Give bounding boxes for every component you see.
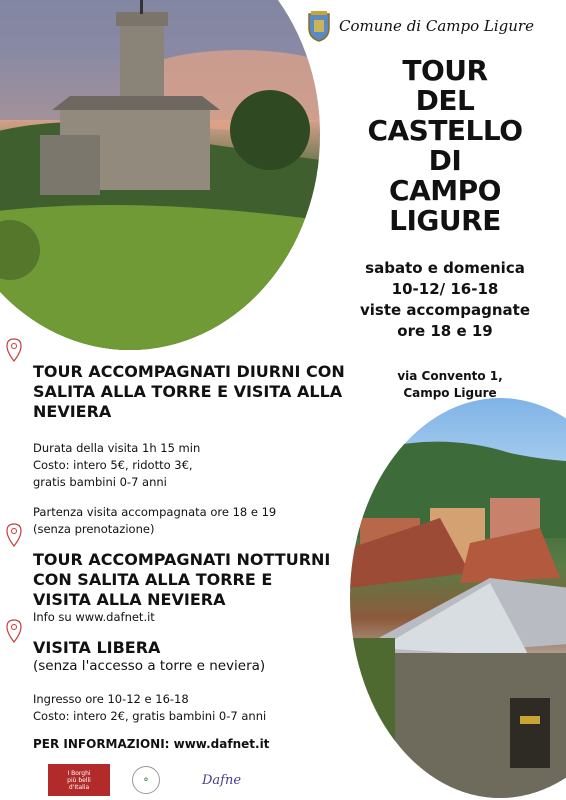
borghi-line: più belli [67,776,91,784]
seal-icon: ✿ [132,766,160,794]
dafne-label: Dafne [202,772,242,788]
heading-line: VISITA ALLA NEVIERA [33,590,226,609]
village-photo [350,398,566,798]
detail-line: Costo: intero 5€, ridotto 3€, [33,458,193,472]
heading-line: TOUR ACCOMPAGNATI DIURNI CON [33,362,345,381]
contact-line: PER INFORMAZIONI: www.dafnet.it [33,737,270,751]
detail-line: gratis bambini 0-7 anni [33,475,167,489]
heading-line: VISITA LIBERA [33,638,161,657]
detail-line: Durata della visita 1h 15 min [33,441,201,455]
section-heading-night-tours [33,550,330,610]
heading-line: SALITA ALLA TORRE E VISITA ALLA [33,382,343,401]
title-line: CAMPO [389,174,501,207]
detail-line: Ingresso ore 10-12 e 16-18 [33,692,189,706]
castle-photo [0,0,320,350]
section-extra-day-tours [33,504,276,538]
address-line: Campo Ligure [403,386,497,400]
section-heading-day-tours [33,362,345,422]
detail-line: Costo: intero 2€, gratis bambini 0-7 anni [33,709,267,723]
section-details-night-tours [33,609,155,626]
title-line: DEL [415,84,475,117]
heading-line: NEVIERA [33,402,112,421]
info-link: Info su www.dafnet.it [33,610,155,624]
title-line: CASTELLO [367,114,523,147]
page-title [345,56,545,236]
title-line: LIGURE [389,204,501,237]
section-subheading-free-visit [33,657,265,676]
section-heading-free-visit [33,638,160,658]
detail-line: (senza prenotazione) [33,522,155,536]
borghi-line: I Borghi [67,769,91,777]
map-pin-icon [3,618,25,644]
address-line: via Convento 1, [397,369,503,383]
section-details-day-tours [33,440,200,491]
subheading-line: (senza l'accesso a torre e neviera) [33,658,266,674]
dafne-moon-icon [182,769,200,791]
dafne-logo [182,769,241,791]
detail-line: Partenza visita accompagnata ore 18 e 19 [33,505,277,519]
borghi-logo [48,764,110,796]
crest-icon [305,10,333,42]
map-pin-icon [3,337,25,363]
schedule-line: sabato e domenica [365,259,525,277]
borghi-line: d'Italia [68,783,90,791]
address [375,368,525,402]
title-line: TOUR [402,54,488,87]
schedule-line: ore 18 e 19 [397,322,493,340]
title-line: DI [428,144,462,177]
heading-line: CON SALITA ALLA TORRE E [33,570,273,589]
municipality-name: Comune di Campo Ligure [339,17,534,35]
schedule-line: viste accompagnate [360,301,530,319]
section-details-free-visit [33,691,266,725]
heading-line: TOUR ACCOMPAGNATI NOTTURNI [33,550,331,569]
map-pin-icon [3,522,25,548]
municipality-header [305,10,534,42]
schedule [340,258,550,342]
footer-logos [48,764,241,796]
contact-info [33,736,269,753]
schedule-line: 10-12/ 16-18 [391,280,499,298]
